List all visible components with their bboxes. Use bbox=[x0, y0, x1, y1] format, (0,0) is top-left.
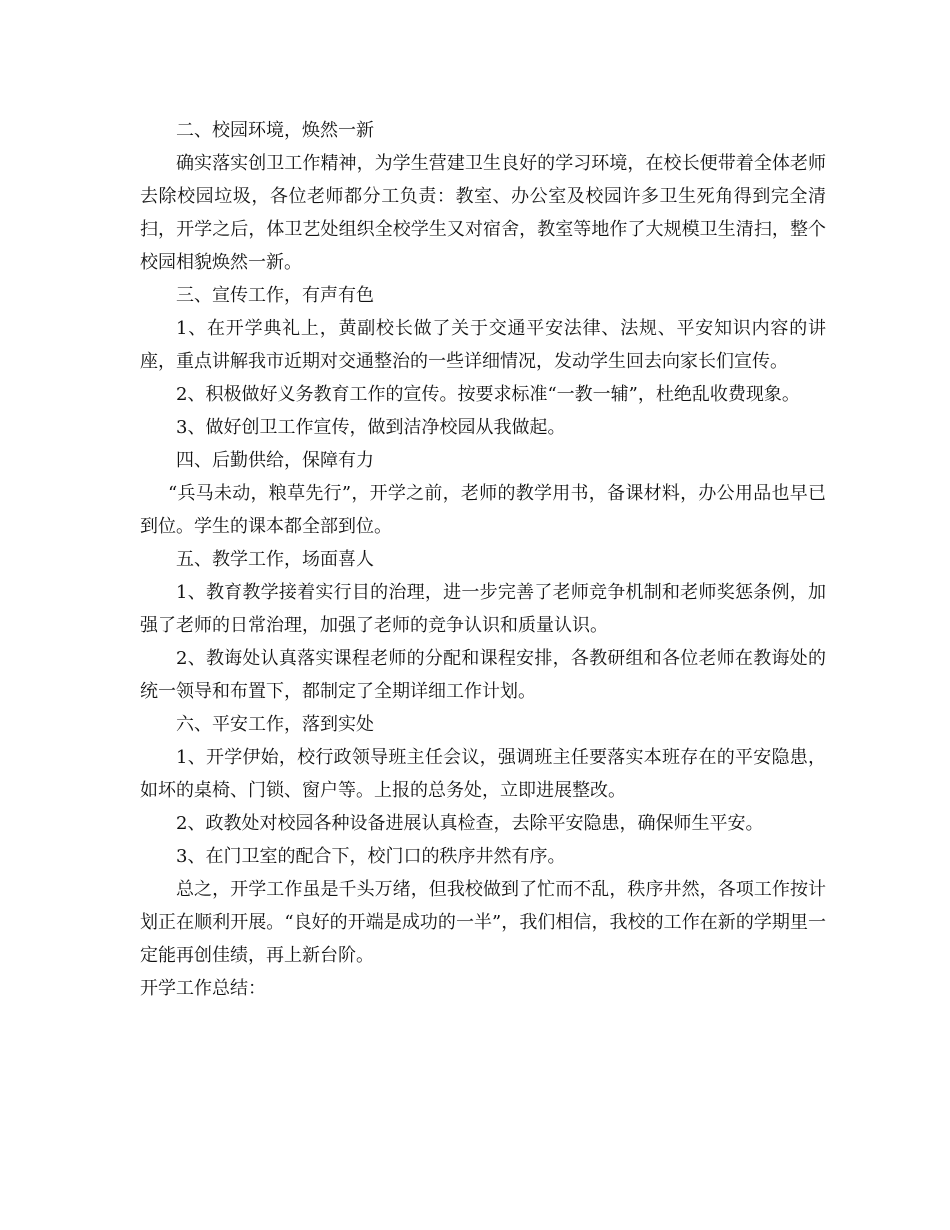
paragraph-conclusion: 总之，开学工作虽是千头万绪，但我校做到了忙而不乱，秩序井然，各项工作按计划正在顺利开展。“良好的开端是成功的一半”，我们相信，我校的工作在新的学期里一定能再创佳绩，再上新台阶。 bbox=[140, 879, 826, 966]
section-heading-teaching: 五、教学工作，场面喜人 bbox=[176, 549, 374, 570]
closing-title: 开学工作总结： bbox=[140, 978, 266, 999]
paragraph-campus-cleanup: 确实落实创卫工作精神，为学生营建卫生良好的学习环境，在校长便带着全体老师去除校园垃圾，各位老师都分工负责：教室、办公室及校园许多卫生死角得到完全清扫，开学之后，体卫艺处组织全校学生又对宿舍，教室等地作了大规模卫生清扫，整个校园相貌焕然一新。 bbox=[140, 153, 826, 273]
section-heading-publicity: 三、宣传工作，有声有色 bbox=[176, 285, 374, 306]
paragraph-logistics: “兵马未动，粮草先行”，开学之前，老师的教学用书，备课材料，办公用品也早已到位。学生的课本都全部到位。 bbox=[140, 483, 826, 537]
document-body bbox=[140, 114, 826, 1005]
paragraph-safety-1: 1、开学伊始，校行政领导班主任会议，强调班主任要落实本班存在的平安隐患，如坏的桌椅、门锁、窗户等。上报的总务处，立即进展整改。 bbox=[140, 747, 826, 801]
paragraph-publicity-3: 3、做好创卫工作宣传，做到洁净校园从我做起。 bbox=[176, 417, 566, 438]
paragraph-teaching-2: 2、教诲处认真落实课程老师的分配和课程安排，各教研组和各位老师在教诲处的统一领导和布置下，都制定了全期详细工作计划。 bbox=[140, 648, 826, 702]
paragraph-safety-3: 3、在门卫室的配合下，校门口的秩序井然有序。 bbox=[176, 846, 566, 867]
paragraph-publicity-1: 1、在开学典礼上，黄副校长做了关于交通平安法律、法规、平安知识内容的讲座，重点讲解我市近期对交通整治的一些详细情况，发动学生回去向家长们宣传。 bbox=[140, 318, 826, 372]
section-heading-logistics: 四、后勤供给，保障有力 bbox=[176, 450, 374, 471]
paragraph-safety-2: 2、政教处对校园各种设备进展认真检查，去除平安隐患，确保师生平安。 bbox=[176, 813, 764, 834]
section-heading-campus-environment: 二、校园环境，焕然一新 bbox=[176, 120, 374, 141]
section-heading-safety: 六、平安工作，落到实处 bbox=[176, 714, 374, 735]
paragraph-teaching-1: 1、教育教学接着实行目的治理，进一步完善了老师竞争机制和老师奖惩条例，加强了老师的日常治理，加强了老师的竞争认识和质量认识。 bbox=[140, 582, 826, 636]
paragraph-publicity-2: 2、积极做好义务教育工作的宣传。按要求标准“一教一辅”，杜绝乱收费现象。 bbox=[176, 384, 800, 405]
